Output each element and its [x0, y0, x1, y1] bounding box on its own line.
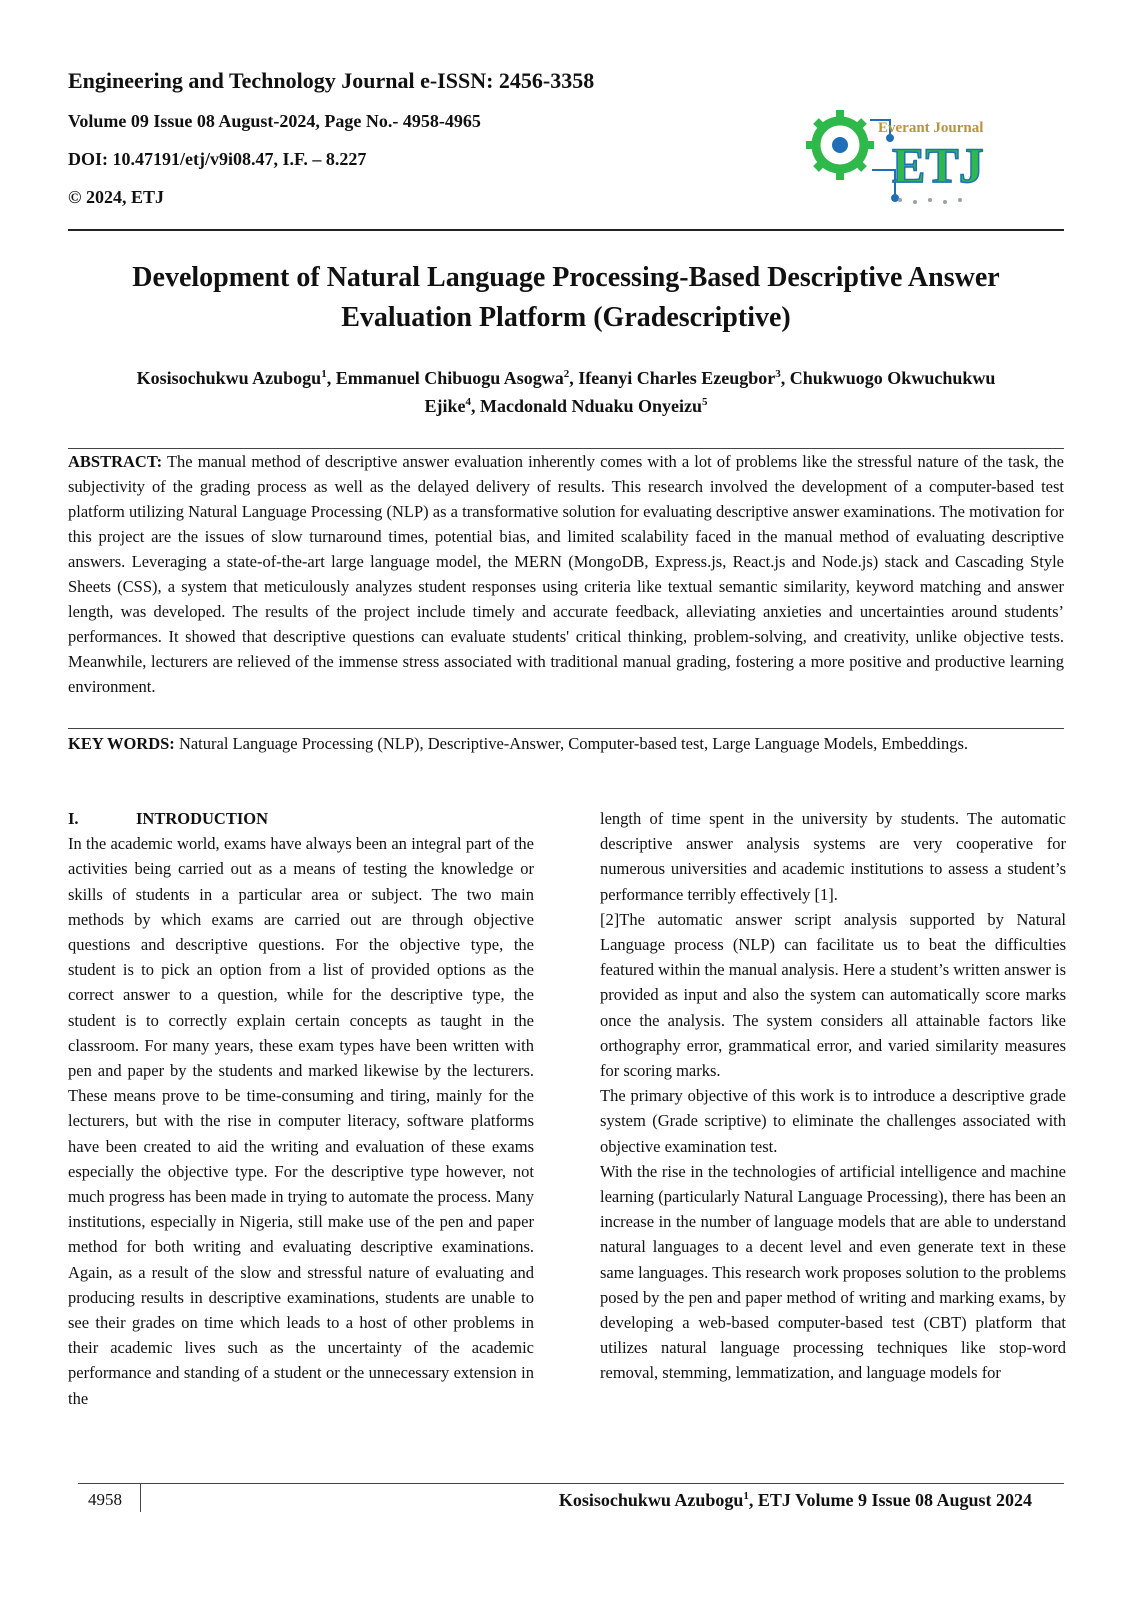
body-paragraph: The primary objective of this work is to introduce a descriptive grade system (Grade scriptive) to eliminate the challenges associated with objective examination test.	[600, 1086, 1066, 1156]
author: Ifeanyi Charles Ezeugbor	[578, 368, 776, 388]
title-line-2: Evaluation Platform (Gradescriptive)	[341, 302, 791, 333]
author: Kosisochukwu Azubogu	[136, 368, 322, 388]
volume-line: Volume 09 Issue 08 August-2024, Page No.- 4958-4965	[68, 111, 481, 131]
right-column	[600, 806, 1066, 1386]
author-affiliation: 4	[465, 396, 471, 408]
left-column	[68, 806, 534, 1411]
body-paragraph: With the rise in the technologies of artificial intelligence and machine learning (particularly Natural Language Processing), there has been an increase in the number of language models that are able to understand natural languages to a decent level and even generate text in these same languages. This research work proposes solution to the problems posed by the pen and paper method of writing and marking exams, by developing a web-based computer-based test (CBT) platform that utilizes natural language processing techniques like stop-word removal, stemming, lemmatization, and language models for	[600, 1161, 1066, 1383]
keywords-label: KEY WORDS:	[68, 734, 175, 753]
author-separator: ,	[569, 368, 579, 388]
author-list	[110, 364, 1022, 420]
footer-author: Kosisochukwu Azubogu	[558, 1490, 744, 1510]
logo-mark: ETJ	[892, 137, 984, 193]
footer-rule	[78, 1483, 1064, 1484]
author-affiliation: 5	[702, 396, 708, 408]
body-paragraph: In the academic world, exams have always been an integral part of the activities being carried out as a means of testing the knowledge or skills of students in a particular area or subject. The two main methods by which exams are carried out are through objective questions and descriptive questions. For the objective type, the student is to pick an option from a list of provided options as the correct answer to a question, while for the descriptive type, the student is to correctly explain certain concepts as taught in the classroom. For many years, these exam types have been written with pen and paper by the students and marked likewise by the lecturers. These means prove to be time-consuming and tiring, mainly for the lecturers, but with the rise in computer literacy, software platforms have been created to aid the writing and evaluation of these exams especially the objective type. For the descriptive type however, not much progress has been made in trying to automate the process. Many institutions, especially in Nigeria, still make use of the pen and paper method for both writing and evaluating descriptive examinations. Again, as a result of the slow and stressful nature of evaluating and producing results in descriptive examinations, students are unable to see their grades on time which leads to a host of other problems in their academic lives such as the uncertainty of the academic performance and standing of a student or the unnecessary extension in the	[68, 834, 534, 1408]
footer-author-sup: 1	[743, 1490, 749, 1502]
journal-header	[68, 66, 768, 210]
keywords-rule	[68, 728, 1064, 729]
body-paragraph: length of time spent in the university by students. The automatic descriptive answer analysis systems are very cooperative for numerous universities and academic institutions to assess a student’s performance terribly effectively [1].	[600, 809, 1066, 904]
footer-journal: , ETJ Volume 9 Issue 08 August 2024	[748, 1490, 1032, 1510]
author-separator: ,	[780, 368, 790, 388]
author-affiliation: 2	[563, 368, 570, 380]
page-number: 4958	[88, 1490, 122, 1509]
abstract-label: ABSTRACT:	[68, 452, 163, 471]
author-separator: ,	[326, 368, 336, 388]
doi-line: DOI: 10.47191/etj/v9i08.47, I.F. – 8.227	[68, 149, 367, 169]
author-separator: ,	[470, 396, 480, 416]
body-paragraph: [2]The automatic answer script analysis supported by Natural Language process (NLP) can facilitate us to beat the difficulties featured within the manual analysis. Here a student’s written answer is provided as input and also the system can automatically score marks once the analysis. The system considers all attainable factors like orthography error, grammatical error, and varied similarity measures for scoring marks.	[600, 909, 1066, 1081]
author-affiliation: 1	[321, 368, 327, 380]
keywords-text: Natural Language Processing (NLP), Descriptive-Answer, Computer-based test, Large Language Models, Embeddings.	[178, 734, 969, 753]
logo-subtitle: Everant Journal	[878, 120, 984, 136]
section-heading	[68, 806, 534, 831]
header-rule	[68, 229, 1064, 231]
author: Macdonald Nduaku Onyeizu	[479, 396, 703, 416]
keywords	[68, 731, 1064, 756]
abstract-text: The manual method of descriptive answer evaluation inherently comes with a lot of problems like the stressful nature of the task, the subjectivity of the grading process as well as the delayed delivery of results. This research involved the development of a computer-based test platform utilizing Natural Language Processing (NLP) as a transformative solution for evaluating descriptive answer examinations. The motivation for this project are the issues of slow turnaround times, potential bias, and limited scalability faced in the manual method of evaluating descriptive answers. Leveraging a state-of-the-art large language model, the MERN (MongoDB, Express.js, React.js and Node.js) stack and Cascading Style Sheets (CSS), a system that meticulously analyzes student responses using criteria like textual semantic similarity, keyword matching and answer length, was developed. The results of the project include timely and accurate feedback, alleviating anxieties and uncertainties around students’ performances. It showed that descriptive questions can evaluate students' critical thinking, problem-solving, and creativity, unlike objective tests. Meanwhile, lecturers are relieved of the immense stress associated with traditional manual grading, fostering a more positive and productive learning environment.	[68, 452, 1064, 696]
abstract	[68, 449, 1064, 699]
author: Emmanuel Chibuogu Asogwa	[335, 368, 564, 388]
author-affiliation: 3	[775, 368, 781, 380]
logo-decoration	[898, 198, 962, 204]
author: Chukwuogo Okwuchukwu Ejike	[424, 368, 996, 416]
section-title: INTRODUCTION	[136, 809, 269, 828]
section-number: I.	[68, 809, 79, 828]
footer-citation	[559, 1488, 1032, 1512]
gear-icon	[806, 110, 874, 180]
journal-title: Engineering and Technology Journal e-ISSN: 2456-3358	[68, 68, 595, 93]
paper-title	[68, 258, 1064, 338]
etj-logo	[800, 100, 1020, 220]
copyright-line: © 2024, ETJ	[68, 187, 164, 207]
footer-divider	[140, 1484, 141, 1512]
title-line-1: Development of Natural Language Processing-Based Descriptive Answer	[132, 262, 1000, 293]
